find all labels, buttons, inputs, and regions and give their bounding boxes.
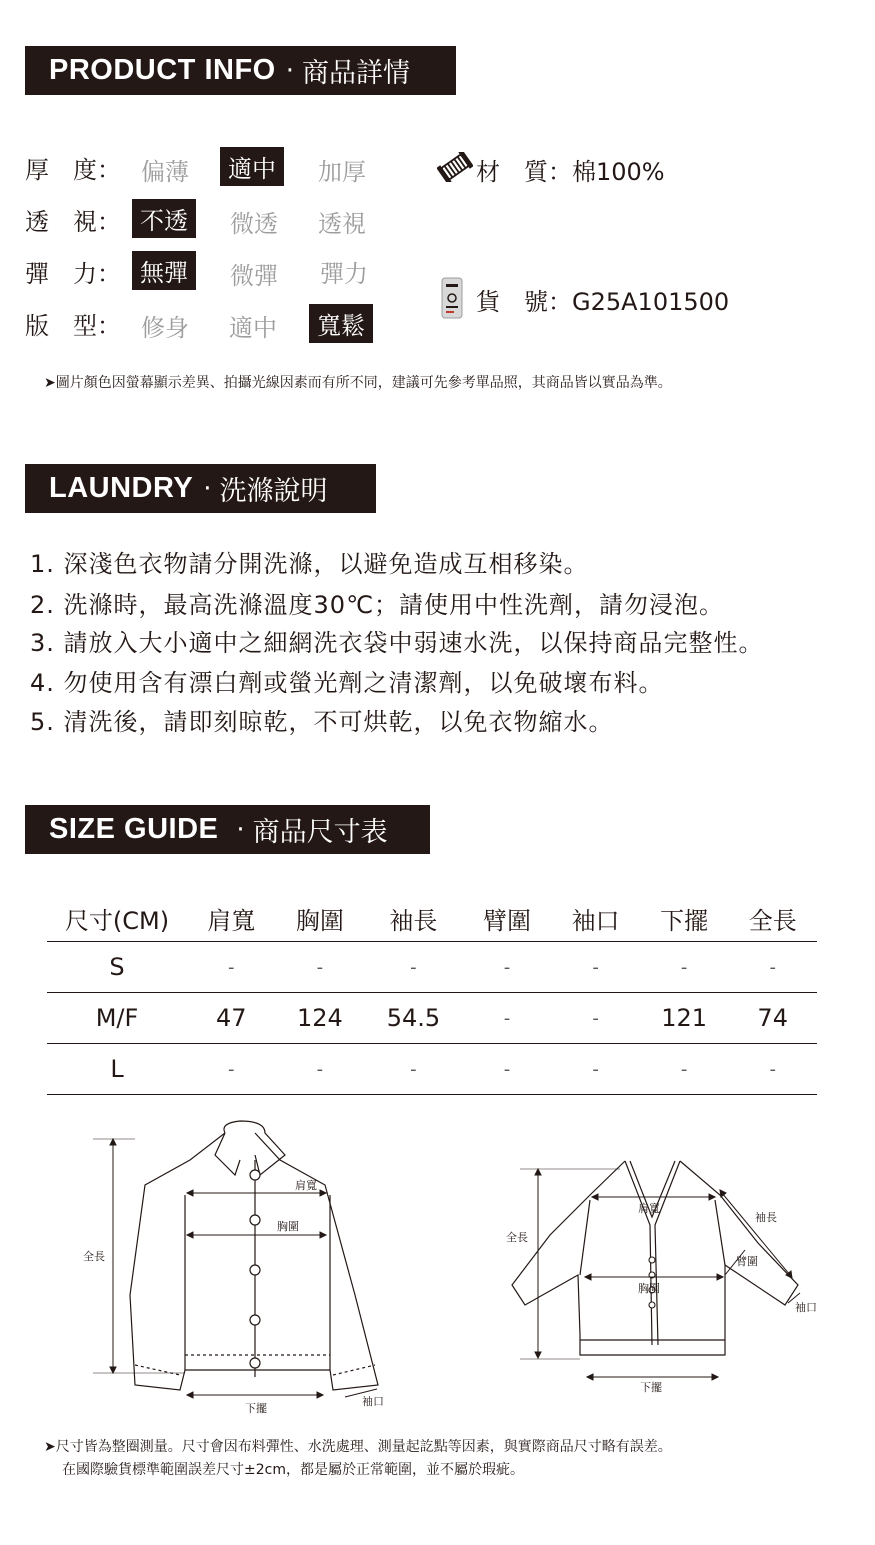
value-cell: - xyxy=(551,993,640,1044)
value-cell: 54.5 xyxy=(364,993,463,1044)
header-zh: 商品詳情 xyxy=(301,58,410,89)
value-cell: 121 xyxy=(640,993,729,1044)
laundry-item: 4. 勿使用含有漂白劑或螢光劑之清潔劑，以免破壞布料。 xyxy=(30,669,664,697)
size-note-line2: 在國際驗貨標準範圍誤差尺寸±2cm，都是屬於正常範圍，並不屬於瑕疵。 xyxy=(62,1462,524,1478)
size-table-header-row xyxy=(47,895,817,942)
value-cell: - xyxy=(364,1044,463,1095)
thickness-label: 厚 度： xyxy=(25,156,121,184)
label-length: 全長 xyxy=(83,1250,105,1263)
thread-spool-icon xyxy=(437,152,473,182)
material-value: 棉100% xyxy=(572,158,665,186)
header-en: SIZE GUIDE xyxy=(49,813,219,845)
column-header: 肩寬 xyxy=(187,895,276,942)
value-cell: - xyxy=(640,942,729,993)
jacket-measurement-diagram xyxy=(75,1115,395,1420)
table-row xyxy=(47,1044,817,1095)
thickness-option-thick: 加厚 xyxy=(318,158,366,186)
column-header: 臂圍 xyxy=(463,895,552,942)
size-note-line1: ➤尺寸皆為整圈測量。尺寸會因布料彈性、水洗處理、測量起訖點等因素，與實際商品尺寸略有誤差。 xyxy=(44,1439,672,1455)
value-cell: 124 xyxy=(276,993,365,1044)
header-zh: 商品尺寸表 xyxy=(252,817,388,848)
item-number-label: 貨 號： xyxy=(476,288,572,316)
value-cell: 74 xyxy=(728,993,817,1044)
size-table xyxy=(47,895,817,1095)
value-cell: - xyxy=(276,942,365,993)
header-sep: · xyxy=(285,55,294,86)
label-length: 全長 xyxy=(506,1231,528,1244)
laundry-item: 1. 深淺色衣物請分開洗滌，以避免造成互相移染。 xyxy=(30,550,589,578)
value-cell: - xyxy=(187,942,276,993)
column-header: 尺寸(CM) xyxy=(47,895,187,942)
stretch-option-stretchy: 彈力 xyxy=(320,260,368,288)
stretch-label: 彈 力： xyxy=(25,260,121,288)
value-cell: - xyxy=(640,1044,729,1095)
label-hem: 下擺 xyxy=(640,1381,662,1394)
value-cell: - xyxy=(728,942,817,993)
product-info-header xyxy=(25,46,456,95)
header-zh: 洗滌說明 xyxy=(219,476,328,507)
table-row xyxy=(47,993,817,1044)
thickness-option-medium: 適中 xyxy=(220,147,284,186)
value-cell: 47 xyxy=(187,993,276,1044)
column-header: 袖口 xyxy=(551,895,640,942)
cardigan-measurement-diagram xyxy=(500,1155,830,1405)
label-arm: 臂圍 xyxy=(736,1255,758,1268)
value-cell: - xyxy=(551,942,640,993)
column-header: 全長 xyxy=(728,895,817,942)
size-cell: L xyxy=(47,1044,187,1095)
sheer-option-see-through: 透視 xyxy=(318,210,366,238)
table-row xyxy=(47,942,817,993)
item-number-value: G25A101500 xyxy=(572,288,730,316)
value-cell: - xyxy=(276,1044,365,1095)
value-cell: - xyxy=(728,1044,817,1095)
size-guide-header xyxy=(25,805,430,854)
size-cell: S xyxy=(47,942,187,993)
value-cell: - xyxy=(463,942,552,993)
header-sep: · xyxy=(236,814,245,845)
item-number-row xyxy=(476,282,729,317)
header-en: LAUNDRY xyxy=(49,472,194,504)
sheer-option-slight: 微透 xyxy=(230,210,278,238)
sheer-option-opaque: 不透 xyxy=(132,199,196,238)
fit-option-regular: 適中 xyxy=(229,314,277,342)
value-cell: - xyxy=(551,1044,640,1095)
stretch-option-slight: 微彈 xyxy=(230,262,278,290)
thickness-option-thin: 偏薄 xyxy=(141,158,189,186)
label-shoulder: 肩寬 xyxy=(295,1179,317,1192)
label-cuff: 袖口 xyxy=(362,1395,384,1408)
value-cell: - xyxy=(364,942,463,993)
column-header: 下擺 xyxy=(640,895,729,942)
laundry-item: 3. 請放入大小適中之細網洗衣袋中弱速水洗，以保持商品完整性。 xyxy=(30,629,764,657)
header-sep: · xyxy=(203,473,212,504)
fit-option-slim: 修身 xyxy=(141,314,189,342)
material-label: 材 質： xyxy=(476,158,572,186)
laundry-item: 2. 洗滌時，最高洗滌溫度30℃；請使用中性洗劑，請勿浸泡。 xyxy=(30,591,725,619)
label-chest: 胸圍 xyxy=(638,1282,660,1295)
label-chest: 胸圍 xyxy=(277,1220,299,1233)
tag-icon xyxy=(440,276,464,320)
header-en: PRODUCT INFO xyxy=(49,54,276,86)
size-cell: M/F xyxy=(47,993,187,1044)
label-cuff: 袖口 xyxy=(795,1301,817,1314)
product-info-note: ➤圖片顏色因螢幕顯示差異、拍攝光線因素而有所不同，建議可先參考單品照，其商品皆以實品為準。 xyxy=(44,375,672,391)
laundry-item: 5. 清洗後，請即刻晾乾，不可烘乾，以免衣物縮水。 xyxy=(30,708,614,736)
value-cell: - xyxy=(187,1044,276,1095)
laundry-header xyxy=(25,464,376,513)
material-row xyxy=(476,152,665,187)
value-cell: - xyxy=(463,1044,552,1095)
fit-label: 版 型： xyxy=(25,312,121,340)
stretch-option-none: 無彈 xyxy=(132,251,196,290)
column-header: 胸圍 xyxy=(276,895,365,942)
label-shoulder: 肩寬 xyxy=(638,1202,660,1215)
fit-option-loose: 寬鬆 xyxy=(309,304,373,343)
sheer-label: 透 視： xyxy=(25,208,121,236)
column-header: 袖長 xyxy=(364,895,463,942)
value-cell: - xyxy=(463,993,552,1044)
label-sleeve: 袖長 xyxy=(755,1211,777,1224)
label-hem: 下擺 xyxy=(245,1402,267,1415)
